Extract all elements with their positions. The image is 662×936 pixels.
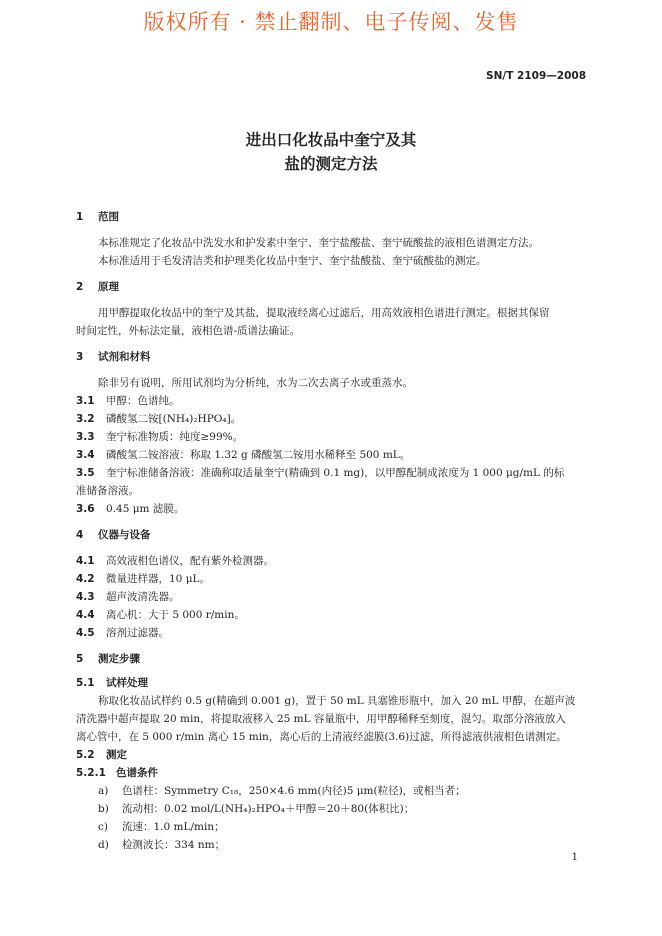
item-number: 3.5 (76, 467, 95, 479)
section-5-2-title: 测定 (106, 749, 127, 761)
item-number: 3.6 (76, 503, 95, 515)
item-4-3 (76, 590, 180, 604)
item-number: 3.3 (76, 431, 95, 443)
section-5-1-heading (76, 676, 148, 690)
item-text: 离心机：大于 5 000 r/min。 (106, 609, 245, 621)
list-text: 流速：1.0 mL/min； (122, 821, 225, 833)
item-number: 3.1 (76, 395, 95, 407)
item-number: 3.2 (76, 413, 95, 425)
section-2-paragraph-line-2: 时间定性，外标法定量，液相色谱-质谱法确证。 (76, 325, 301, 337)
list-text: 色谱柱：Symmetry C₁₈，250×4.6 mm(内径)5 μm(粒径)，或相当者； (122, 785, 466, 797)
section-4-heading (76, 528, 151, 542)
title-line-2: 盐的测定方法 (284, 155, 378, 173)
item-3-4 (76, 448, 410, 462)
condition-d (98, 838, 225, 852)
item-4-5 (76, 626, 169, 640)
item-3-6 (76, 502, 184, 516)
section-3-number: 3 (76, 351, 84, 363)
title-line-1: 进出口化妆品中奎宁及其 (245, 131, 417, 149)
section-5-1-title: 试样处理 (106, 677, 148, 689)
section-5-number: 5 (76, 653, 84, 665)
copyright-watermark: 版权所有 · 禁止翻制、电子传阅、发售 (143, 10, 519, 34)
item-text: 磷酸氢二铵[(NH₄)₂HPO₄]。 (106, 413, 242, 425)
item-text: 高效液相色谱仪，配有紫外检测器。 (106, 555, 274, 567)
section-4-number: 4 (76, 529, 84, 541)
item-number: 4.4 (76, 609, 95, 621)
item-text: 超声波清洗器。 (106, 591, 180, 603)
item-4-1 (76, 554, 274, 568)
list-label: a) (98, 785, 109, 797)
document-title (0, 128, 662, 176)
item-4-2 (76, 572, 210, 586)
item-3-5-continuation: 准储备溶液。 (76, 485, 139, 497)
list-text: 检测波长：334 nm； (122, 839, 226, 851)
section-5-1-line-2: 清洗器中超声提取 20 min，将提取液移入 25 mL 容量瓶中，用甲醇稀释至刻度，混匀。取部分溶液放入 (76, 713, 566, 725)
item-text: 磷酸氢二铵溶液：称取 1.32 g 磷酸氢二铵用水稀释至 500 mL。 (106, 449, 411, 461)
section-2-title: 原理 (98, 281, 119, 293)
section-5-2-1-number: 5.2.1 (76, 767, 106, 779)
condition-c (98, 820, 225, 834)
section-4-title: 仪器与设备 (98, 529, 151, 541)
section-3-heading (76, 350, 151, 364)
item-number: 4.1 (76, 555, 95, 567)
section-2-paragraph-line-1: 用甲醇提取化妆品中的奎宁及其盐，提取液经离心过滤后，用高效液相色谱进行测定。根据其保留 (98, 307, 550, 319)
section-5-1-number: 5.1 (76, 677, 95, 689)
page-number: 1 (571, 852, 578, 863)
item-text: 0.45 μm 滤膜。 (106, 503, 185, 515)
section-5-title: 测定步骤 (98, 653, 140, 665)
section-5-1-line-3: 离心管中，在 5 000 r/min 离心 15 min，离心后的上清液经滤膜(3.6)过滤，所得滤液供液相色谱测定。 (76, 731, 567, 743)
item-text: 溶剂过滤器。 (106, 627, 169, 639)
item-number: 4.5 (76, 627, 95, 639)
condition-b (98, 802, 414, 816)
section-1-paragraph-2: 本标准适用于毛发清洁类和护理类化妆品中奎宁、奎宁盐酸盐、奎宁硫酸盐的测定。 (98, 255, 487, 267)
item-text: 奎宁标准储备溶液：准确称取适量奎宁(精确到 0.1 mg)，以甲醇配制成浓度为 1 000 μg/mL 的标 (106, 467, 565, 479)
item-text: 奎宁标准物质：纯度≥99%。 (106, 431, 244, 443)
item-number: 3.4 (76, 449, 95, 461)
list-label: d) (98, 839, 109, 851)
section-1-heading (76, 210, 119, 224)
item-number: 4.2 (76, 573, 95, 585)
section-1-title: 范围 (98, 211, 119, 223)
section-2-number: 2 (76, 281, 84, 293)
section-5-2-1-heading (76, 766, 158, 780)
list-label: c) (98, 821, 108, 833)
list-text: 流动相：0.02 mol/L(NH₄)₂HPO₄＋甲醇＝20＋80(体积比)； (122, 803, 415, 815)
item-3-5 (76, 466, 564, 480)
condition-a (98, 784, 466, 798)
list-label: b) (98, 803, 109, 815)
section-3-title: 试剂和材料 (98, 351, 151, 363)
section-5-heading (76, 652, 140, 666)
section-1-number: 1 (76, 211, 84, 223)
item-3-2 (76, 412, 241, 426)
standard-number: SN/T 2109—2008 (486, 70, 586, 82)
section-5-2-1-title: 色谱条件 (116, 767, 158, 779)
item-number: 4.3 (76, 591, 95, 603)
item-text: 微量进样器，10 μL。 (106, 573, 210, 585)
item-4-4 (76, 608, 245, 622)
section-5-2-heading (76, 748, 127, 762)
item-3-1 (76, 394, 180, 408)
section-5-1-line-1: 称取化妆品试样约 0.5 g(精确到 0.001 g)，置于 50 mL 具塞锥形瓶中，加入 20 mL 甲醇，在超声波 (98, 695, 576, 707)
section-5-2-number: 5.2 (76, 749, 95, 761)
section-3-intro: 除非另有说明，所用试剂均为分析纯，水为二次去离子水或重蒸水。 (98, 377, 413, 389)
item-text: 甲醇：色谱纯。 (106, 395, 180, 407)
item-3-3 (76, 430, 243, 444)
section-2-heading (76, 280, 119, 294)
section-1-paragraph-1: 本标准规定了化妆品中洗发水和护发素中奎宁、奎宁盐酸盐、奎宁硫酸盐的液相色谱测定方法。 (98, 237, 539, 249)
